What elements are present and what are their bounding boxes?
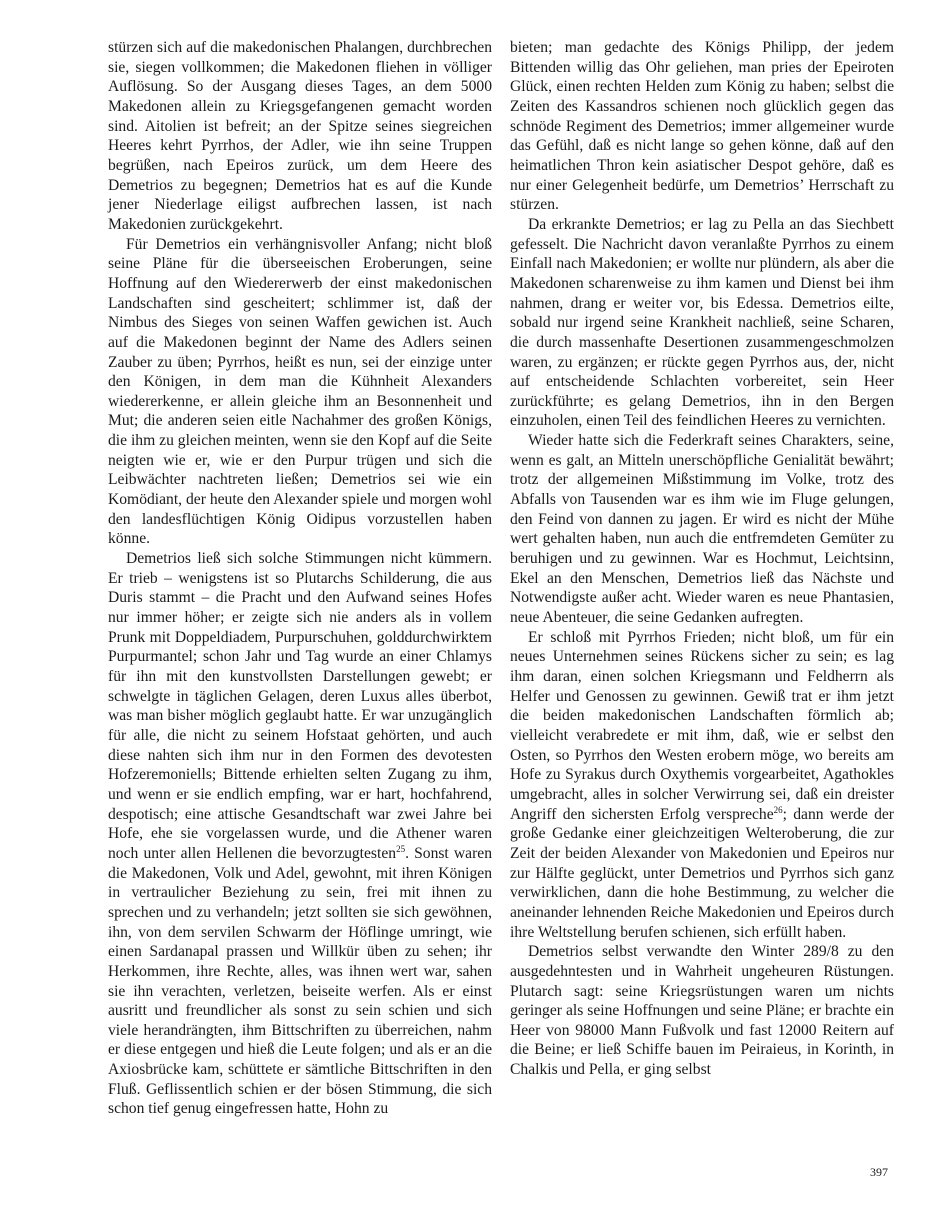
paragraph: Wieder hatte sich die Federkraft seines Charakters, seine, wenn es galt, an Mitteln unerschöpfliche Genialität bewährt; trotz der allgemeinen Mißstimmung im Volke, trotz des Abfalls von Tausenden war es ihm wie im Fluge gelungen, den Feind von dannen zu jagen. Er wird es nicht der Mühe wert gehalten haben, nun auch die entfremdeten Gemüter zu beruhigen und zu gewinnen. War es Hochmut, Leichtsinn, Ekel an den Menschen, Demetrios ließ das Nächste und Notwendigste außer acht. Wieder waren es neue Phantasien, neue Abenteuer, die seine Gedanken aufregten. — [510, 432, 894, 627]
paragraph: Demetrios ließ sich solche Stimmungen nicht kümmern. Er trieb – wenigstens ist so Plutarchs Schilderung, die aus Duris stammt – die Pracht und den Aufwand seines Hofes nur immer höher; er zeigte sich nie anders als in vollem Prunk mit Doppeldiadem, Purpurschuhen, golddurchwirktem Purpurmantel; schon Jahr und Tag wurde an einer Chlamys für ihn mit den kunstvollsten Darstellungen gewebt; er schwelgte in täglichen Gelagen, deren Luxus alles überbot, was man bisher möglich geglaubt hatte. Er war unzugänglich für alle, die nicht zu seinem Hofstaat gehörten, und auch diese nahten sich ihm nur in den Formen des devotesten Hofzeremoniells; Bittende erhielten selten Zugang zu ihm, und wenn er sie endlich empfing, war er hart, hochfahrend, despotisch; eine attische Gesandtschaft war zwei Jahre bei Hofe, ehe sie vorgelassen wurde, und die Athener waren noch unter allen Hellenen die bevorzugtesten$^{25}$. Sonst waren die Makedonen, Volk und Adel, gewohnt, mit ihren Königen in vertraulicher Beziehung zu sein, frei mit ihnen zu sprechen und zu verhandeln; jetzt sollten sie sich gewöhnen, ihn, von dem servilen Schwarm der Höflinge umringt, wie einen Sardanapal prassen und Willkür üben zu sehen; ihr Herkommen, ihre Rechte, alles, was ihnen wert war, sahen sie ihn verachten, verletzen, beiseite werfen. Als er einst ausritt und freundlicher als sonst zu sein schien und sich viele herandrängten, ihm Bittschriften zu überreichen, nahm er diese entgegen und hieß die Leute folgen; und als er an die Axiosbrücke kam, schüttete er sämtliche Bittschriften in den Fluß. Geflissentlich schien er der bösen Stimmung, die sich schon tief genug eingefressen hatte, Hohn zu — [108, 550, 492, 1118]
paragraph: bieten; man gedachte des Königs Philipp, der jedem Bittenden willig das Ohr geliehen, man pries der Epeiroten Glück, einen rechten Helden zum König zu haben; selbst die Zeiten des Kassandros schienen noch glücklich gegen das schnöde Regiment des Demetrios; immer allgemeiner wurde das Gefühl, daß es nicht lange so gehen könne, daß auf den heimatlichen Thron kein asiatischer Despot gehöre, daß es nur einer Gelegenheit bedürfe, um Demetrios’ Herrschaft zu stürzen. — [510, 39, 894, 214]
page-number: 397 — [870, 1165, 888, 1179]
footnote-marker[interactable]: 25 — [396, 843, 406, 854]
paragraph: Da erkrankte Demetrios; er lag zu Pella an das Siechbett gefesselt. Die Nachricht davon veranlaßte Pyrrhos zu einem Einfall nach Makedonien; er wollte nur plündern, als aber die Makedonen scharenweise zu ihm kamen und Dienst bei ihm nahmen, drang er weiter vor, bis Edessa. Demetrios eilte, sobald nur irgend seine Krankheit nachließ, seine Scharen, die durch massenhafte Desertionen zusammengeschmolzen waren, zu ergänzen; er rückte gegen Pyrrhos aus, der, nicht auf entscheidende Schlachten vorbereitet, sein Heer zurückführte; es gelang Demetrios, ihn in den Bergen einzuholen, einen Teil des feindlichen Heeres zu vernichten. — [510, 215, 894, 430]
paragraph: stürzen sich auf die makedonischen Phalangen, durchbrechen sie, siegen vollkommen; die Makedonen fliehen in völliger Auflösung. So der Ausgang dieses Tages, an dem 5000 Makedonen allein zu Kriegsgefangenen gemacht worden sind. Aitolien ist befreit; an der Spitze seines siegreichen Heeres kehrt Pyrrhos, der Adler, wie ihn seine Truppen begrüßen, nach Epeiros zurück, um dem Heere des Demetrios zu begegnen; Demetrios hat es auf die Kunde jener Niederlage eiligst aufbrechen lassen, ist nach Makedonien zurückgekehrt. — [108, 39, 492, 233]
right-column — [510, 38, 894, 1080]
paragraph: Demetrios selbst verwandte den Winter 289/8 zu den ausgedehntesten und in Wahrheit ungeheuren Rüstungen. Plutarch sagt: seine Kriegsrüstungen waren um nichts geringer als seine Hoffnungen und seine Pläne; er brachte ein Heer von 98000 Mann Fußvolk und fast 12000 Reitern auf die Beine; er ließ Schiffe bauen im Peiraieus, in Korinth, in Chalkis und Pella, er ging selbst — [510, 943, 894, 1079]
paragraph: Er schloß mit Pyrrhos Frieden; nicht bloß, um für ein neues Unternehmen seines Rückens sicher zu sein; es lag ihm daran, einen solchen Kriegsmann und Feldherrn als Helfer und Genossen zu gewinnen. Gewiß trat er ihm jetzt die beiden makedonischen Landschaften förmlich ab; vielleicht verabredete er mit ihm, daß, wie er selbst den Osten, so Pyrrhos den Westen erobern möge, wo bereits am Hofe zu Syrakus durch Oxythemis vorgearbeitet, Agathokles umgebracht, alles in solcher Verwirrung sei, daß ein dreister Angriff den sichersten Erfolg verspreche$^{26}$; dann werde der große Gedanke einer gleichzeitigen Welteroberung, die zur Zeit der beiden Alexander von Makedonien und Epeiros nur zur Hälfte geglückt, unter Demetrios und Pyrrhos sich ganz verwirklichen, dann die hohe Bestimmung, zu welcher die aneinander lehnenden Reiche Makedonien und Epeiros durch ihre Weltstellung berufen schienen, sich erfüllt haben. — [510, 628, 894, 941]
footnote-marker[interactable]: 26 — [773, 804, 783, 815]
left-column — [108, 38, 492, 1119]
paragraph: Für Demetrios ein verhängnisvoller Anfang; nicht bloß seine Pläne für die überseeischen Eroberungen, seine Hoffnung auf den Wiedererwerb der einst makedonischen Landschaften sind gescheitert; schlimmer ist, daß der Nimbus des Sieges von seinen Waffen gewichen ist. Auch auf die Makedonen beginnt der Name des Adlers seinen Zauber zu üben; Pyrrhos, heißt es nun, sei der einzige unter den Königen, in dem man die Kühnheit Alexanders wiedererkenne, er allein gleiche ihm an Besonnenheit und Mut; die anderen seien eitle Nachahmer des großen Königs, die ihm zu gleichen meinten, wenn sie den Kopf auf die Seite neigten wie er, wie er den Purpur trügen und sich die Leibwächter nachtreten ließen; Demetrios sei wie ein Komödiant, der heute den Alexander spiele und morgen wohl den landesflüchtigen König Oidipus vorzustellen haben könne. — [108, 235, 492, 548]
